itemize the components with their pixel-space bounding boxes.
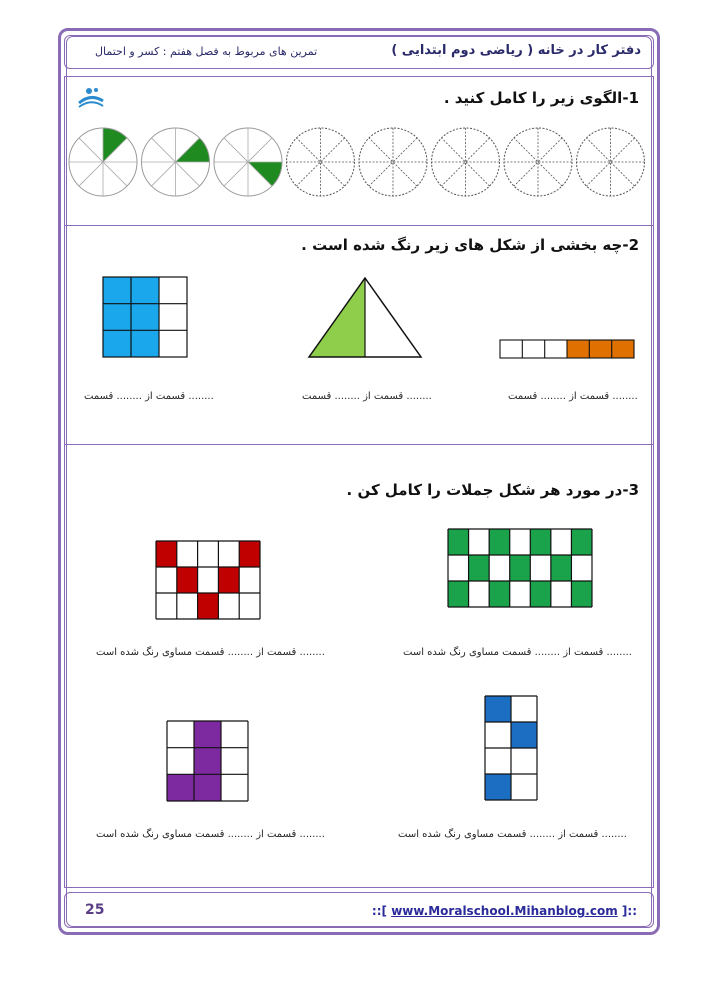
triangle-shape: [307, 276, 423, 358]
answer-line-purple: ........ قسمت از ........ قسمت مساوی رنگ شده است: [96, 829, 325, 840]
page-number: 25: [85, 902, 105, 918]
shaded-slice: [176, 138, 210, 162]
filled-cell: [571, 581, 592, 607]
pattern-circle: [287, 128, 355, 196]
question-2-title: 2-چه بخشی از شکل های زیر رنگ شده است .: [301, 236, 639, 254]
website-link[interactable]: [372, 904, 637, 918]
filled-cell: [448, 581, 469, 607]
question-3-section: [64, 444, 654, 888]
answer-line-green: ........ قسمت از ........ قسمت مساوی رنگ شده است: [403, 647, 632, 658]
school-logo-icon: [76, 85, 106, 111]
red-grid-shape: [156, 541, 260, 619]
question-3-title: 3-در مورد هر شکل جملات را کامل کن .: [346, 481, 639, 499]
answer-line-triangle: ........ قسمت از ........ قسمت: [302, 391, 432, 402]
filled-cell: [551, 555, 572, 581]
purple-grid-shape: [167, 721, 248, 801]
filled-cell: [530, 581, 551, 607]
filled-cell: [489, 581, 510, 607]
filled-cell: [469, 555, 490, 581]
filled-cell: [510, 555, 531, 581]
filled-cell: [511, 722, 537, 748]
shaded-slice: [248, 162, 282, 186]
pattern-circle: [69, 128, 137, 196]
filled-cell: [448, 529, 469, 555]
pattern-circle: [359, 128, 427, 196]
pattern-circle: [214, 128, 282, 196]
orange-bar-shape: [500, 340, 634, 358]
filled-cell: [167, 774, 194, 801]
filled-cell: [194, 748, 221, 775]
blue-grid-shape: [103, 277, 187, 357]
darkblue-grid-shape: [485, 696, 537, 800]
filled-cell: [239, 541, 260, 567]
filled-cell: [485, 774, 511, 800]
answer-line-darkblue: ........ قسمت از ........ قسمت مساوی رنگ شده است: [398, 829, 627, 840]
shaded-slice: [103, 128, 127, 162]
header-bar: [64, 35, 654, 69]
green-grid-shape: [448, 529, 592, 607]
filled-cell: [177, 567, 198, 593]
filled-cell: [156, 541, 177, 567]
pattern-circle: [577, 128, 645, 196]
header-subtitle: تمرین های مربوط به فصل هفتم : کسر و احتمال: [95, 45, 318, 58]
site-suffix: ]::: [621, 904, 637, 918]
header-title: دفتر کار در خانه ( ریاضی دوم ابتدایی ): [391, 43, 641, 58]
filled-cell: [485, 696, 511, 722]
answer-line-blue: ........ قسمت از ........ قسمت: [84, 391, 214, 402]
filled-cell: [489, 529, 510, 555]
filled-cell: [218, 567, 239, 593]
filled-cell: [194, 721, 221, 748]
answer-line-red: ........ قسمت از ........ قسمت مساوی رنگ شده است: [96, 647, 325, 658]
answer-line-bar: ........ قسمت از ........ قسمت: [508, 391, 638, 402]
site-url: www.Moralschool.Mihanblog.com: [391, 904, 618, 918]
question-1-title: 1-الگوی زیر را کامل کنید .: [443, 89, 639, 107]
pattern-circle: [432, 128, 500, 196]
filled-cell: [194, 774, 221, 801]
filled-cell: [571, 529, 592, 555]
site-prefix: ::[: [371, 904, 387, 918]
pattern-circles: [66, 120, 656, 204]
pattern-circle: [142, 128, 210, 196]
filled-cell: [198, 593, 219, 619]
pattern-circle: [504, 128, 572, 196]
filled-cell: [530, 529, 551, 555]
footer-bar: [64, 892, 654, 928]
